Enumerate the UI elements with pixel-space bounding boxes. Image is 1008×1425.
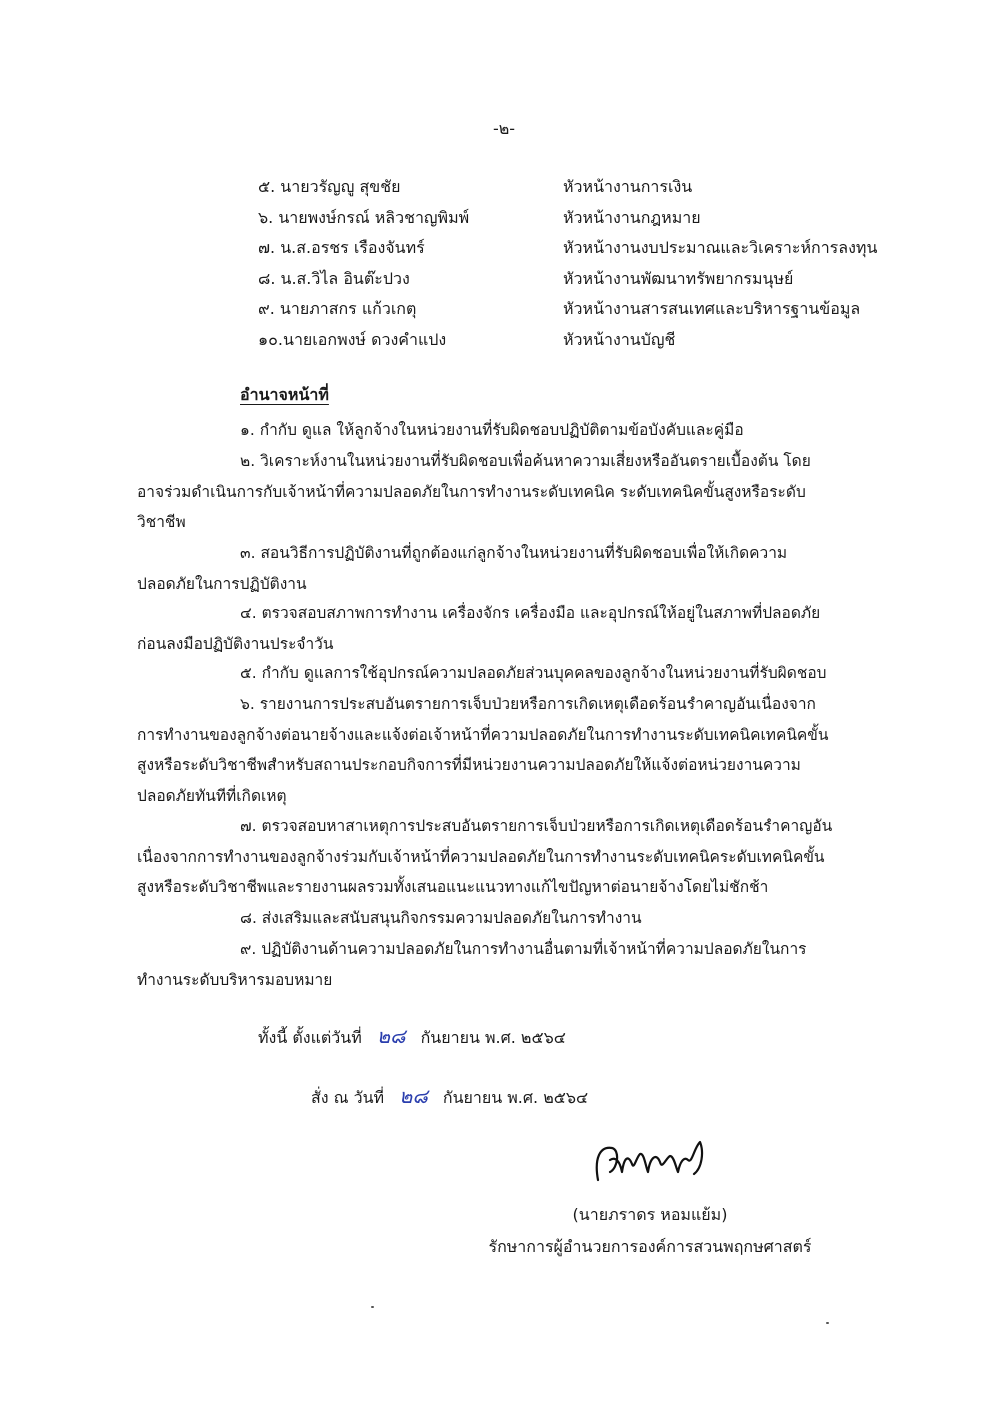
signer-title: รักษาการผู้อำนวยการองค์การสวนพฤกษศาสตร์	[488, 1237, 812, 1256]
duty-item-continuation: สูงหรือระดับวิชาชีพและรายงานผลรวมทั้งเสนอแนะแนวทางแก้ไขปัญหาต่อนายจ้างโดยไม่ชักช้า	[137, 878, 769, 896]
duty-item-continuation: เนื่องจากการทำงานของลูกจ้างร่วมกับเจ้าหน้าที่ความปลอดภัยในการทำงานระดับเทคนิคระดับเทคนิคขั้น	[137, 847, 825, 866]
duty-item-continuation: สูงหรือระดับวิชาชีพสำหรับสถานประกอบกิจการที่มีหน่วยงานความปลอดภัยให้แจ้งต่อหน่วยงานความ	[137, 756, 801, 774]
duty-item-continuation: ก่อนลงมือปฏิบัติงานประจำวัน	[137, 634, 334, 653]
member-name: ๑๐.นายเอกพงษ์ ดวงคำแปง	[258, 330, 447, 349]
duty-item-line: ๔. ตรวจสอบสภาพการทำงาน เครื่องจักร เครื่องมือ และอุปกรณ์ให้อยู่ในสภาพที่ปลอดภัย	[240, 604, 821, 622]
duty-item-continuation: ปลอดภัยทันทีที่เกิดเหตุ	[137, 786, 287, 805]
member-name: ๕. นายวรัญญู สุขชัย	[258, 177, 401, 196]
ordered-suffix: กันยายน พ.ศ. ๒๕๖๔	[442, 1088, 589, 1107]
duties-heading: อำนาจหน้าที่	[240, 385, 329, 404]
duty-item-line: ๓. สอนวิธีการปฏิบัติงานที่ถูกต้องแก่ลูกจ้างในหน่วยงานที่รับผิดชอบเพื่อให้เกิดความ	[240, 544, 788, 562]
effective-prefix: ทั้งนี้ ตั้งแต่วันที่	[258, 1028, 362, 1047]
ordered-prefix: สั่ง ณ วันที่	[311, 1088, 385, 1107]
signer-name: (นายภราดร หอมแย้ม)	[572, 1205, 728, 1224]
effective-suffix: กันยายน พ.ศ. ๒๕๖๔	[420, 1028, 566, 1047]
member-name: ๗. น.ส.อรชร เรืองจันทร์	[258, 238, 425, 258]
effective-day-handwritten: ๒๘	[376, 1024, 406, 1048]
duty-item-continuation: การทำงานของลูกจ้างต่อนายจ้างและแจ้งต่อเจ้าหน้าที่ความปลอดภัยในการทำงานระดับเทคนิคเทคนิคขั้น	[137, 725, 829, 744]
member-role: หัวหน้างานงบประมาณและวิเคราะห์การลงทุน	[563, 238, 878, 258]
member-role: หัวหน้างานบัญชี	[563, 330, 676, 349]
ordered-day-handwritten: ๒๘	[399, 1084, 428, 1108]
duty-item-line: ๑. กำกับ ดูแล ให้ลูกจ้างในหน่วยงานที่รับผิดชอบปฏิบัติตามข้อบังคับและคู่มือ	[240, 421, 744, 439]
member-role: หัวหน้างานกฎหมาย	[563, 207, 701, 227]
scan-speck	[371, 1306, 374, 1308]
member-name: ๘. น.ส.วิไล อินต๊ะปวง	[258, 268, 410, 288]
duty-item-line: ๙. ปฏิบัติงานด้านความปลอดภัยในการทำงานอื่นตามที่เจ้าหน้าที่ความปลอดภัยในการ	[240, 940, 807, 958]
duty-item-continuation: ทำงานระดับบริหารมอบหมาย	[137, 970, 333, 989]
scan-speck	[826, 1322, 829, 1324]
duty-item-continuation: วิชาชีพ	[137, 513, 186, 531]
duty-item-line: ๘. ส่งเสริมและสนับสนุนกิจกรรมความปลอดภัยในการทำงาน	[240, 909, 642, 927]
member-role: หัวหน้างานสารสนเทศและบริหารฐานข้อมูล	[563, 299, 861, 319]
effective-date-line	[258, 1020, 566, 1052]
member-name: ๙. นายภาสกร แก้วเกตุ	[258, 299, 417, 319]
duty-item-continuation: อาจร่วมดำเนินการกับเจ้าหน้าที่ความปลอดภัยในการทำงานระดับเทคนิค ระดับเทคนิคขั้นสูงหรือระดับ	[137, 482, 806, 501]
page-number: -๒-	[492, 119, 516, 138]
duty-item-line: ๒. วิเคราะห์งานในหน่วยงานที่รับผิดชอบเพื่อค้นหาความเสี่ยงหรืออันตรายเบื้องต้น โดย	[240, 452, 811, 470]
ordered-date-line	[311, 1080, 588, 1112]
duty-item-line: ๗. ตรวจสอบหาสาเหตุการประสบอันตรายการเจ็บป่วยหรือการเกิดเหตุเดือดร้อนรำคาญอัน	[240, 817, 833, 835]
duty-item-continuation: ปลอดภัยในการปฏิบัติงาน	[137, 574, 307, 593]
member-role: หัวหน้างานพัฒนาทรัพยากรมนุษย์	[563, 268, 794, 288]
member-role: หัวหน้างานการเงิน	[563, 177, 693, 196]
duty-item-line: ๖. รายงานการประสบอันตรายการเจ็บป่วยหรือการเกิดเหตุเดือดร้อนรำคาญอันเนื่องจาก	[240, 695, 816, 713]
duty-item-line: ๕. กำกับ ดูแลการใช้อุปกรณ์ความปลอดภัยส่วนบุคคลของลูกจ้างในหน่วยงานที่รับผิดชอบ	[240, 664, 827, 682]
signature-image	[590, 1128, 710, 1190]
member-name: ๖. นายพงษ์กรณ์ หลิวชาญพิมพ์	[258, 207, 470, 227]
